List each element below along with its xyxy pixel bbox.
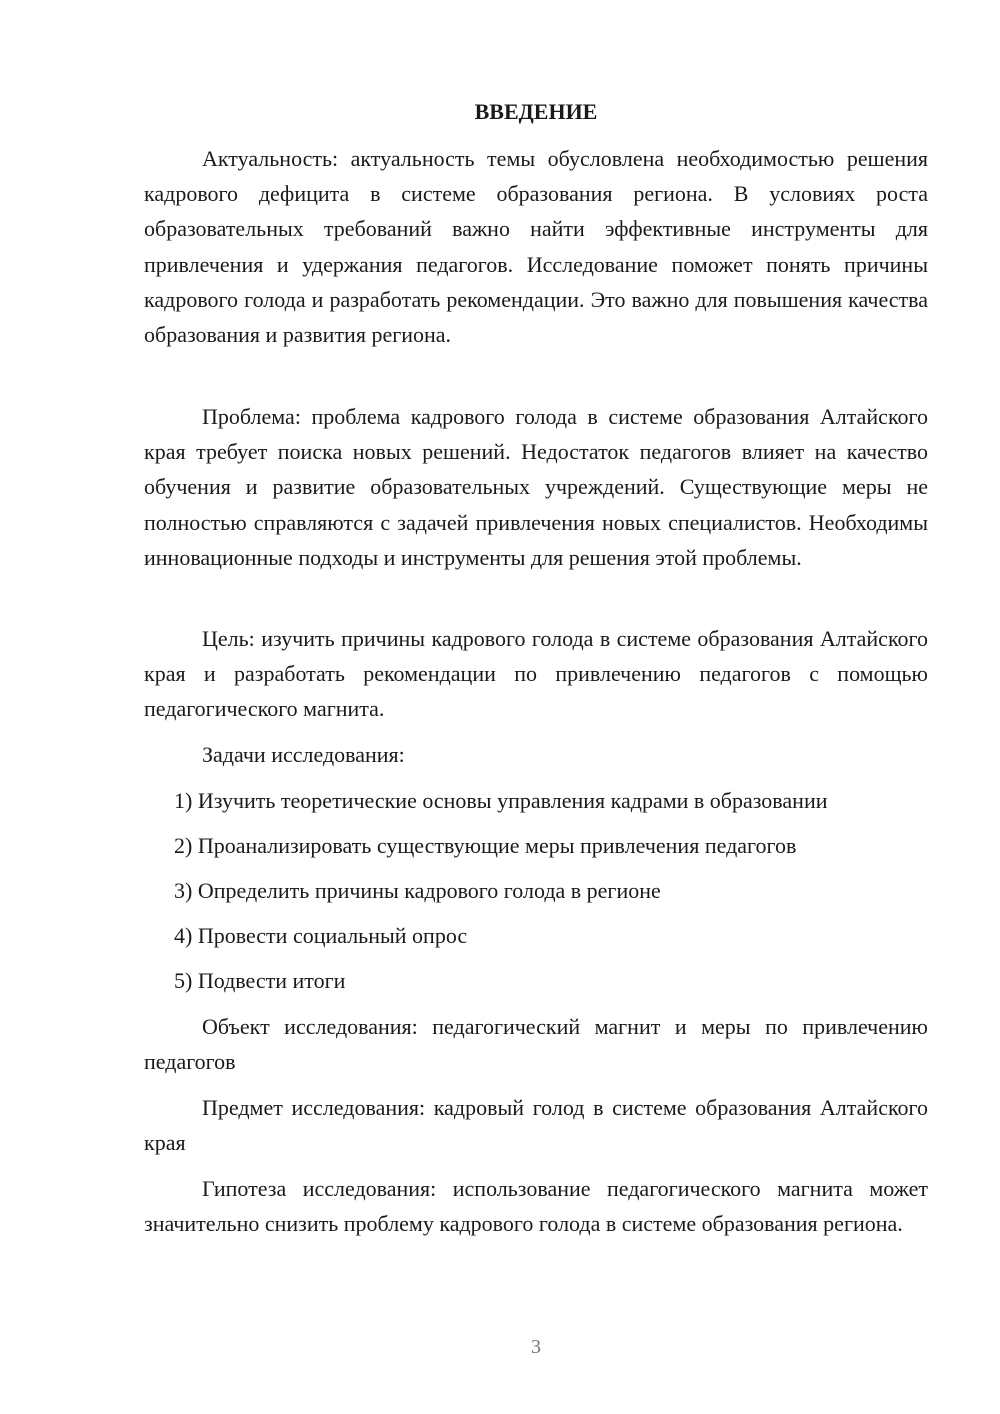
task-item: 4) Провести социальный опрос bbox=[174, 923, 468, 948]
relevance-paragraph: Актуальность: актуальность темы обусловлена необходимостью решения кадрового дефицита в системе образования региона. В условиях роста образовательных требований важно найти эффективные инструменты для привлечения и удержания педагогов. Исследование поможет понять причины кадрового голода и разработать рекомендации. Это важно для повышения качества образования и развития региона. bbox=[144, 146, 928, 348]
object-paragraph: Объект исследования: педагогический магнит и меры по привлечению педагогов bbox=[144, 1014, 928, 1075]
task-item: 3) Определить причины кадрового голода в регионе bbox=[174, 878, 661, 903]
task-item: 5) Подвести итоги bbox=[174, 968, 346, 993]
hypothesis-paragraph: Гипотеза исследования: использование педагогического магнита может значительно снизить проблему кадрового голода в системе образования региона. bbox=[144, 1176, 928, 1237]
tasks-heading: Задачи исследования: bbox=[202, 742, 405, 767]
document-page bbox=[144, 0, 928, 1414]
page-number: 3 bbox=[531, 1336, 541, 1358]
subject-paragraph: Предмет исследования: кадровый голод в системе образования Алтайского края bbox=[144, 1095, 928, 1156]
problem-paragraph: Проблема: проблема кадрового голода в системе образования Алтайского края требует поиска новых решений. Недостаток педагогов влияет на качество обучения и развитие образовательных учреждений. Существующие меры не полностью справляются с задачей привлечения новых специалистов. Необходимы инновационные подходы и инструменты для решения этой проблемы. bbox=[144, 404, 928, 570]
goal-paragraph: Цель: изучить причины кадрового голода в системе образования Алтайского края и разработать рекомендации по привлечению педагогов с помощью педагогического магнита. bbox=[144, 626, 928, 722]
task-item: 2) Проанализировать существующие меры привлечения педагогов bbox=[174, 833, 797, 858]
task-item: 1) Изучить теоретические основы управления кадрами в образовании bbox=[174, 788, 828, 813]
page-title: ВВЕДЕНИЕ bbox=[474, 99, 598, 124]
